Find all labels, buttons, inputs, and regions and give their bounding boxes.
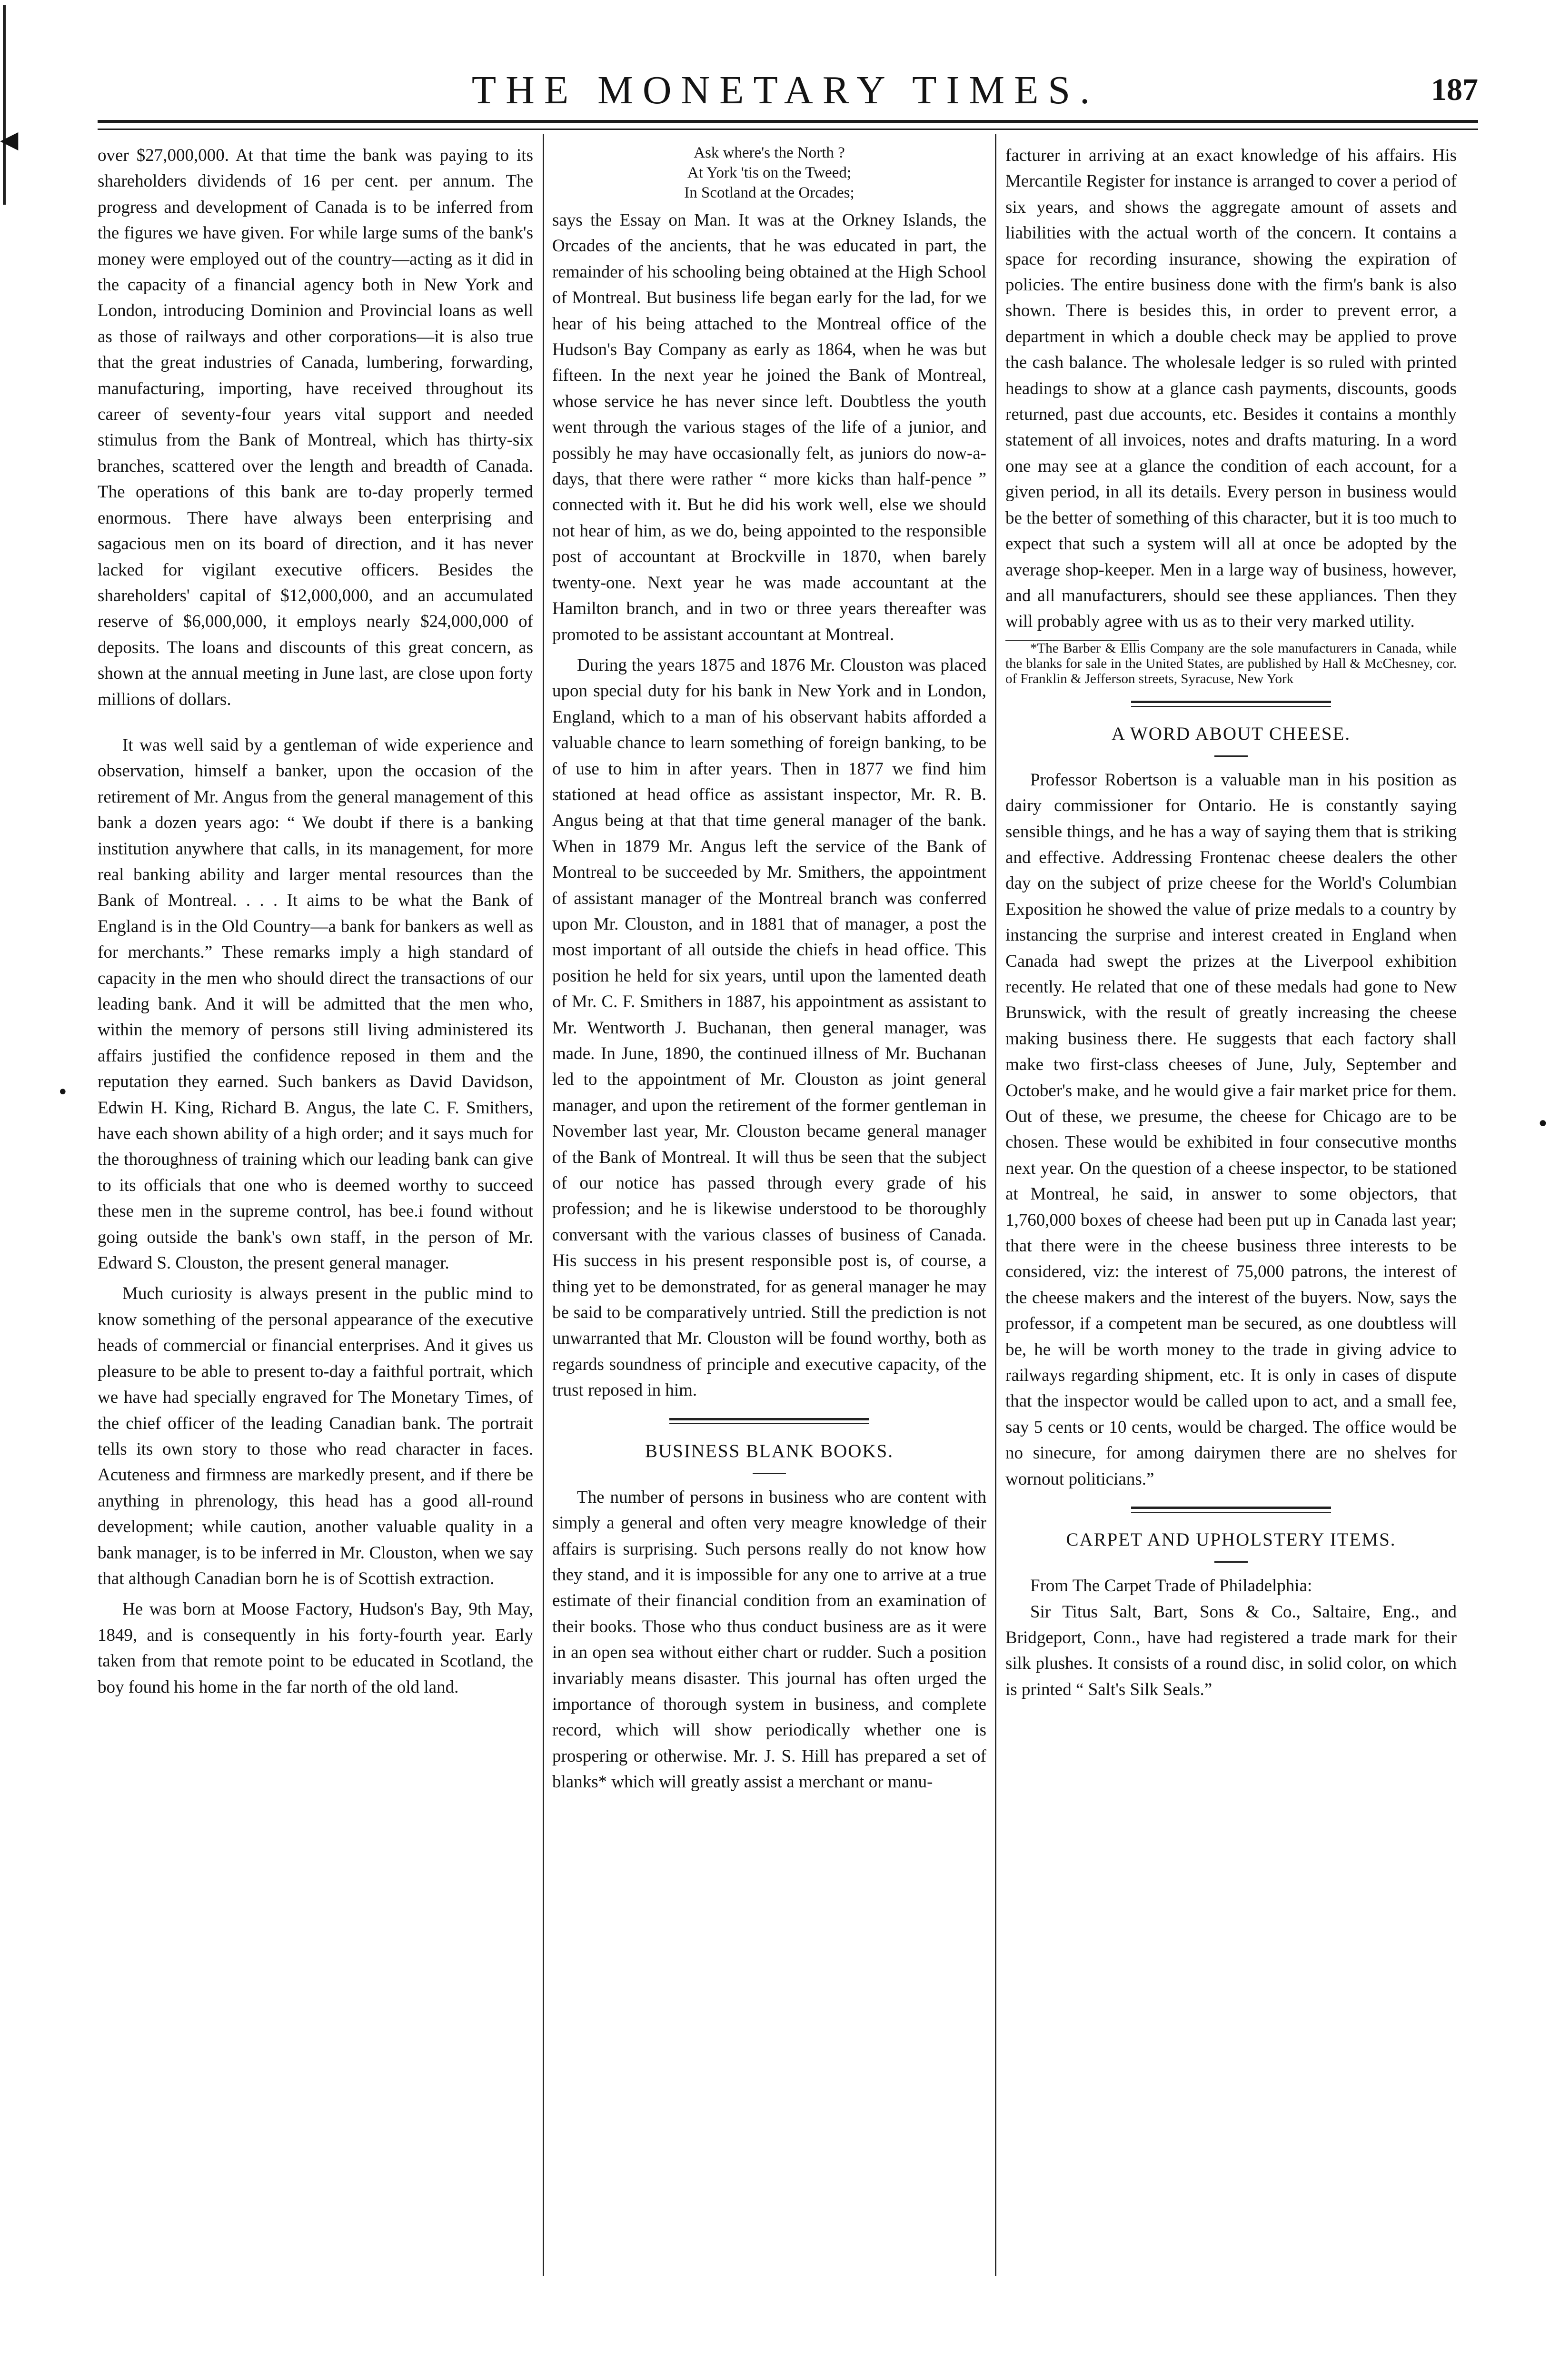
masthead-title: THE MONETARY TIMES.: [471, 68, 1100, 112]
article-paragraph: He was born at Moose Factory, Hudson's Bay, 9th May, 1849, and is consequently in his forty-fourth year. Early taken from that remote point to be educated in Scotland, the boy found his home in the far north of the old land.: [98, 1599, 533, 1697]
verse-line: At York 'tis on the Tweed;: [687, 164, 852, 181]
article-paragraph: It was well said by a gentleman of wide experience and observation, himself a banker, upon the occasion of the retirement of Mr. Angus from the general management of this bank a dozen years ago: “ We doubt if there is a banking institution anywhere that calls, in its management, for more real banking ability and larger mental resources than the Bank of Montreal. . . . It aims to be what the Bank of England is in the Old Country—a bank for bankers as well as for merchants.” These remarks imply a high standard of capacity in the men who should direct the transactions of our leading bank. And it will be admitted that the men who, within the memory of persons still living administered its affairs justified the confidence reposed in them and the reputation they earned. Such bankers as David Davidson, Edwin H. King, Richard B. Angus, the late C. F. Smithers, have each shown ability of a high order; and it says much for the thoroughness of training which our leading bank can give to its officials that one who is deemed worthy to succeed these men in the supreme control, has bee.i found without going outside the bank's own staff, in the person of Mr. Edward S. Clouston, the present general manager.: [98, 735, 533, 1273]
heading-rule: [1214, 755, 1248, 757]
section-heading: BUSINESS BLANK BOOKS.: [645, 1440, 894, 1461]
binding-mark: [3, 5, 15, 205]
article-paragraph: facturer in arriving at an exact knowledge of his affairs. His Mercantile Register for instance is arranged to cover a period of six years, and shows the aggregate amount of assets and liabilities with the actual worth of the concern. It contains a space for recording insurance, showing the expiration of policies. The entire business done with the firm's bank is also shown. There is besides this, in order to prevent error, a department in which a double check may be applied to prove the cash balance. The wholesale ledger is so ruled with printed headings to show at a glance cash payments, discounts, goods returned, past due accounts, etc. Besides it contains a monthly statement of all invoices, notes and drafts maturing. In a word one may see at a glance the condition of each account, for a given period, in all its details. Every person in business would be the better of something of this character, but it is too much to expect that such a system will all at once be adopted by the average shop-keeper. Men in a large way of business, however, and all manufacturers, should see these appliances. Then they will probably agree with us as to their very marked utility.: [1005, 146, 1457, 632]
page-edge-mark: ◀: [0, 126, 19, 153]
verse-quote: [552, 143, 986, 203]
masthead-rule: [98, 129, 1478, 130]
verse-line: In Scotland at the Orcades;: [684, 184, 855, 201]
column-divider: [995, 134, 996, 2276]
article-paragraph: over $27,000,000. At that time the bank was paying to its shareholders dividends of 16 per cent. per annum. The progress and development of Canada is to be inferred from the figures we have given. For while large sums of the bank's money were employed out of the country—acting as it did in the capacity of a financial agency both in New York and London, introducing Dominion and Provincial loans as well as those of railways and other corporations—it is also true that the great industries of Canada, lumbering, forwarding, manufacturing, importing, have received throughout its career of seventy-four years vital support and needed stimulus from the Bank of Montreal, which has thirty-six branches, scattered over the length and breadth of Canada. The operations of this bank are to-day properly termed enormous. There have always been enterprising and sagacious men on its board of direction, and it has never lacked for vigilant executive officers. Besides the shareholders' capital of $12,000,000, and an accumulated reserve of $6,000,000, it employs nearly $24,000,000 of deposits. The loans and discounts of this great concern, as shown at the annual meeting in June last, are close upon forty millions of dollars.: [98, 146, 533, 709]
verse-line: Ask where's the North ?: [694, 144, 845, 161]
article-paragraph: Much curiosity is always present in the public mind to know something of the personal appearance of the executive heads of commercial or financial enterprises. And it gives us pleasure to be able to present to-day a faithful portrait, which we have had specially engraved for The Monetary Times, of the chief officer of the leading Canadian bank. The portrait tells its own story to those who read character in faces. Acuteness and firmness are markedly present, and if there be anything in phrenology, this head has a good all-round development; while caution, another valuable quality in a bank manager, is to be inferred in Mr. Clouston, when we say that although Canadian born he is of Scottish extraction.: [98, 1284, 533, 1588]
masthead-rule: [98, 120, 1478, 123]
column-2: [552, 143, 986, 1795]
page-number: 187: [1431, 72, 1478, 107]
ink-dot: •: [1537, 1112, 1549, 1136]
article-paragraph: The number of persons in business who are content with simply a general and often very meagre knowledge of their affairs is surprising. Such persons really do not know how they stand, and it is impossible for any one to arrive at a true estimate of their financial condition from an examination of their books. Those who thus conduct business are as it were in an open sea without either chart or rudder. Such a position invariably means disaster. This journal has often urged the importance of thorough system in business, and complete record, which will show periodically whether one is prospering or otherwise. Mr. J. S. Hill has prepared a set of blanks* which will greatly assist a merchant or manu-: [552, 1487, 986, 1792]
section-heading: A WORD ABOUT CHEESE.: [1111, 723, 1351, 744]
heading-rule: [753, 1473, 786, 1474]
column-1: [98, 143, 533, 1700]
section-separator: [1131, 701, 1331, 707]
column-3: [1005, 143, 1457, 1703]
section-heading: CARPET AND UPHOLSTERY ITEMS.: [1066, 1529, 1396, 1550]
ink-dot: •: [57, 1081, 69, 1103]
footnote: *The Barber & Ellis Company are the sole manufacturers in Canada, while the blanks for sale in the United States, are published by Hall & McChesney, cor. of Franklin & Jefferson streets, Syracuse, New York: [1005, 640, 1457, 686]
column-divider: [543, 134, 544, 2276]
article-paragraph: Sir Titus Salt, Bart, Sons & Co., Saltaire, Eng., and Bridgeport, Conn., have had registered a trade mark for their silk plushes. It consists of a round disc, in solid color, on which is printed “ Salt's Silk Seals.”: [1005, 1602, 1457, 1699]
article-paragraph: says the Essay on Man. It was at the Orkney Islands, the Orcades of the ancients, that he was educated in part, the remainder of his schooling being obtained at the High School of Montreal. But business life began early for the lad, for we hear of his being attached to the Montreal office of the Hudson's Bay Company as early as 1864, when he was but fifteen. In the next year he joined the Bank of Montreal, whose service he has never since left. Doubtless the youth went through the various stages of the life of a junior, and possibly he may have occasionally felt, as juniors do now-a-days, that there were rather “ more kicks than half-pence ” connected with it. But he did his work well, else we should not hear of him, as we do, being appointed to the responsible post of accountant at Brockville in 1870, when barely twenty-one. Next year he was made accountant at the Hamilton branch, and in two or three years thereafter was promoted to be assistant accountant at Montreal.: [552, 210, 986, 645]
section-separator: [1131, 1507, 1331, 1513]
heading-rule: [1214, 1561, 1248, 1563]
article-paragraph: From The Carpet Trade of Philadelphia:: [1030, 1576, 1312, 1596]
article-paragraph: During the years 1875 and 1876 Mr. Clouston was placed upon special duty for his bank in New York and in London, England, which to a man of his observant habits afforded a valuable chance to learn something of foreign banking, to be of use to him in after years. Then in 1877 we find him stationed at head office as assistant inspector, Mr. R. B. Angus being at that that time general manager of the bank. When in 1879 Mr. Angus left the service of the Bank of Montreal to be succeeded by Mr. Smithers, the appointment of assistant manager of the Montreal branch was conferred upon Mr. Clouston, and in 1881 that of manager, a post the most important of all outside the chiefs in head office. This position he held for six years, until upon the lamented death of Mr. C. F. Smithers in 1887, his appointment as assistant to Mr. Wentworth J. Buchanan, then general manager, was made. In June, 1890, the continued illness of Mr. Buchanan led to the appointment of Mr. Clouston as joint general manager, and upon the retirement of the former gentleman in November last year, Mr. Clouston became general manager of the Bank of Montreal. It will thus be seen that the subject of our notice has passed through every grade of his profession; and he is likewise understood to be thoroughly conversant with the various classes of business of Canada. His success in his present responsible post is, of course, a thing yet to be demonstrated, for as general manager he may be said to be comparatively untried. Still the prediction is not unwarranted that Mr. Clouston will be found worthy, both as regards soundness of principle and executive capacity, of the trust reposed in him.: [552, 655, 986, 1400]
section-separator: [669, 1418, 869, 1424]
article-paragraph: Professor Robertson is a valuable man in his position as dairy commissioner for Ontario. He is constantly saying sensible things, and he has a way of saying them that is striking and effective. Addressing Frontenac cheese dealers the other day on the subject of prize cheese for the World's Columbian Exposition he showed the value of prize medals to a country by instancing the surprise and interest created in England when Canada had swept the prizes at the Liverpool exhibition recently. He related that one of these medals had gone to New Brunswick, with the result of greatly increasing the cheese making business there. He suggests that each factory shall make two first-class cheeses of June, July, September and October's make, and he would give a fair market price for them. Out of these, we presume, the cheese for Chicago are to be chosen. These would be exhibited in four consecutive months next year. On the question of a cheese inspector, to be stationed at Montreal, he said, in answer to some objectors, that 1,760,000 boxes of cheese had been put up in Canada last year; that there were in the cheese business three interests to be considered, viz: the interest of 75,000 patrons, the interest of the cheese makers and the interest of the buyers. Now, says the professor, if a competent man be secured, as one doubtless will be, he will be worth money to the trade in giving advice to railways regarding shipment, etc. It is only in cases of dispute that the inspector would be called upon to act, and a small fee, say 5 cents or 10 cents, would be charged. The office would be no sinecure, for among dairymen there are no shelves for wornout politicians.”: [1005, 770, 1457, 1489]
